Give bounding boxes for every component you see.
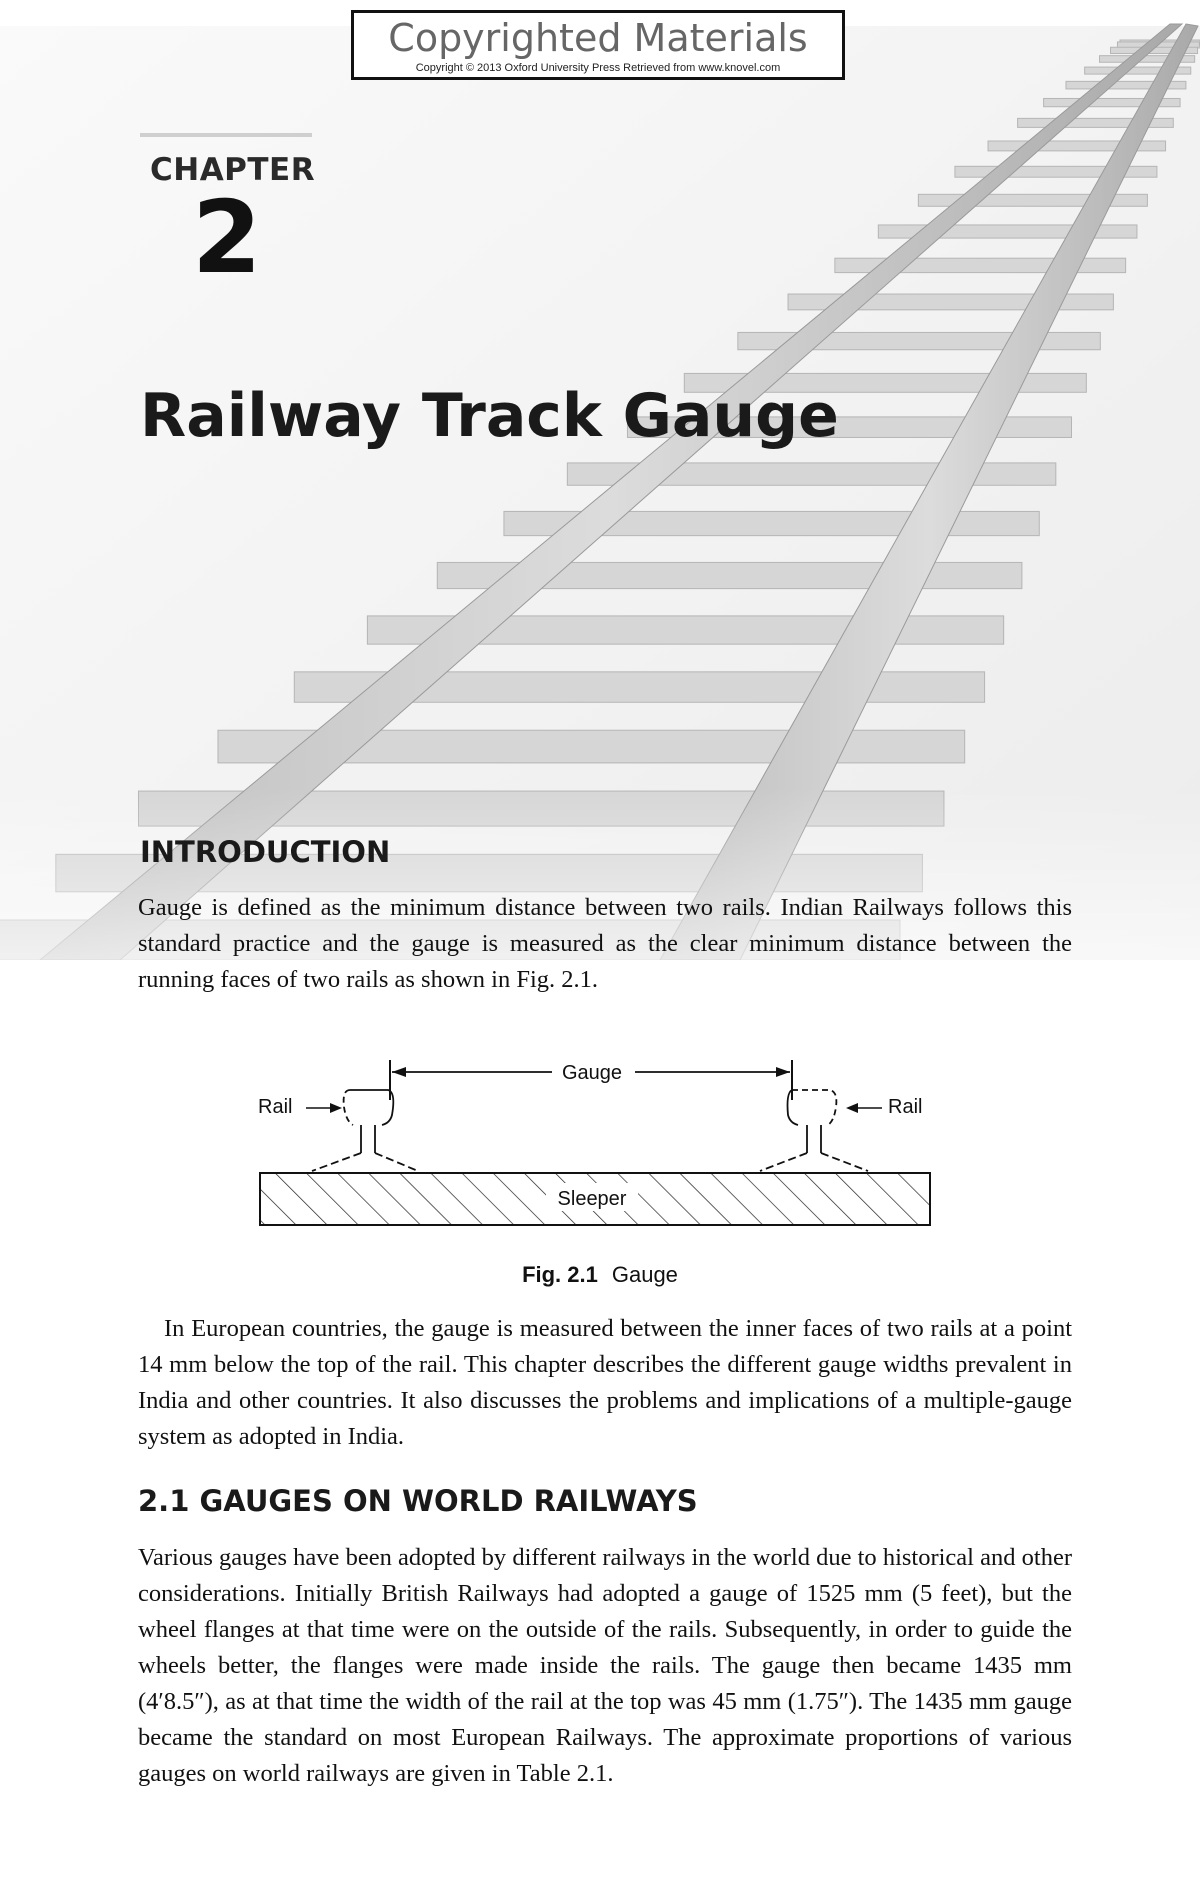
chapter-rule (140, 133, 312, 137)
chapter-title: Railway Track Gauge (140, 381, 839, 451)
european-gauge-paragraph: In European countries, the gauge is measured between the inner faces of two rails at a point 14 mm below the top of the rail. This chapter describes the different gauge widths prevalent in India and other countries. It also discusses the problems and implications of a multiple-gauge system as adopted in India. (138, 1315, 1072, 1450)
section-2-1-paragraph: Various gauges have been adopted by different railways in the world due to historical and other considerations. Initially British Railways had adopted a gauge of 1525 mm (5 feet), but the wheel flanges at that time were on the outside of the rails. Subsequently, in order to guide the wheels better, the flanges were made inside the rails. The gauge then became 1435 mm (4′8.5″), as at that time the width of the rail at the top was 45 mm (1.75″). The 1435 mm gauge became the standard on most European Railways. The approximate proportions of various gauges on world railways are given in Table 2.1. (138, 1544, 1072, 1787)
sleeper-label: Sleeper (557, 1188, 627, 1210)
left-rail-profile (312, 1090, 418, 1171)
gauge-figure (240, 1045, 960, 1230)
watermark-subtitle: Copyright © 2013 Oxford University Press Retrieved from www.knovel.com (415, 62, 781, 74)
introduction-heading: INTRODUCTION (140, 835, 391, 869)
chapter-number: 2 (192, 179, 262, 296)
rail-right-label: Rail (888, 1096, 923, 1118)
introduction-paragraph: Gauge is defined as the minimum distance between two rails. Indian Railways follows this standard practice and the gauge is measured as the clear minimum distance between the running faces of two rails as shown in Fig. 2.1. (138, 894, 1072, 993)
figure-caption-text: Gauge (611, 1262, 678, 1287)
copyright-watermark (351, 10, 845, 80)
section-2-1-heading: 2.1 GAUGES ON WORLD RAILWAYS (138, 1484, 698, 1518)
figure-number: Fig. 2.1 (522, 1262, 598, 1287)
rail-left-label: Rail (258, 1096, 293, 1118)
watermark-title: Copyrighted Materials (388, 16, 808, 60)
chapter-label: CHAPTER (150, 152, 316, 188)
gauge-label: Gauge (561, 1062, 623, 1084)
right-rail-profile (760, 1090, 868, 1171)
figure-caption (0, 1262, 1200, 1288)
